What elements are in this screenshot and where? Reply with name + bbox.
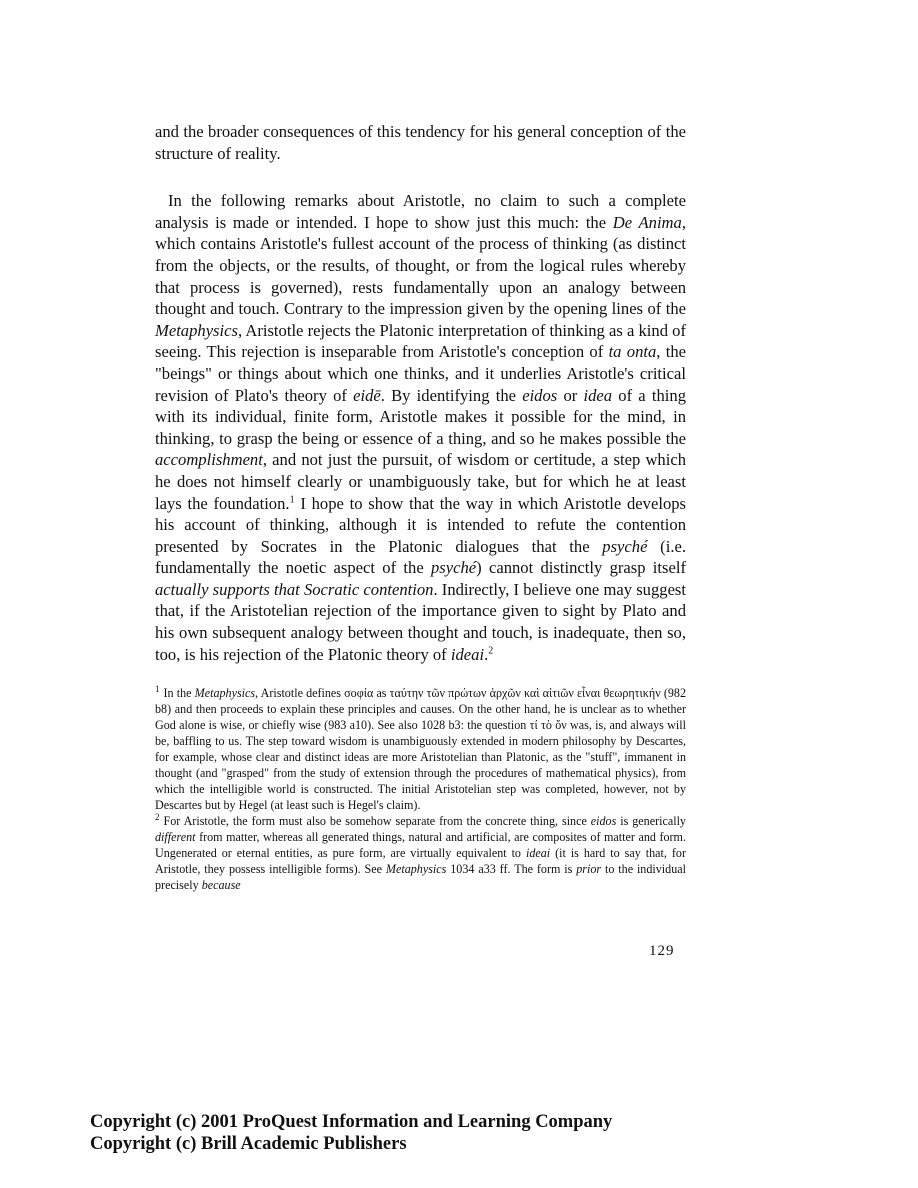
italic-term: prior	[576, 862, 602, 877]
italic-term: Metaphysics	[385, 862, 447, 877]
footnote-1: $^1$ In the Metaphysics, Aristotle defines σοφία as ταύτην τῶν πρώτων ἀρχῶν καὶ αἰτιῶν εἶναι θεωρητικήν (982 b8) and then proceeds to explain these principles and causes. On the other hand, he is unclear as to whether God alone is wise, or chiefly wise (983 a10). See also 1028 b3: the question τί τὸ ὄν was, is, and always will be, baffling to us. The step toward wisdom is unambiguously extended in modern philosophy by Descartes, for example, whose clear and distinct ideas are more Aristotelian than Platonic, as the "stuff", immanent in thought (and "grasped" from the study of extension through the procedures of mathematical physics), from which the intelligible world is constructed. The initial Aristotelian step was completed, however, not by Descartes but by Hegel (at least such is Hegel's claim).	[155, 684, 686, 813]
italic-term: accomplishment	[155, 450, 263, 470]
paragraph-continuation: and the broader consequences of this tendency for his general conception of the structure of reality.	[155, 122, 686, 163]
italic-term: Metaphysics	[194, 686, 256, 701]
copyright-line-2: Copyright (c) Brill Academic Publishers	[90, 1134, 407, 1154]
italic-term: eidē	[353, 385, 381, 405]
italic-term: ideai	[450, 644, 485, 664]
italic-term: eidos	[590, 814, 617, 829]
footnote-mark: 2	[155, 812, 160, 823]
footnotes	[155, 685, 686, 893]
page-body	[155, 121, 686, 893]
footnote-ref-2[interactable]: 2	[488, 645, 494, 657]
italic-term: De Anima	[612, 212, 682, 232]
copyright-line-1: Copyright (c) 2001 ProQuest Information and Learning Company	[90, 1112, 613, 1132]
paragraph-gap	[155, 164, 686, 190]
paragraph-main: In the following remarks about Aristotle, no claim to such a complete analysis is made or intended. I hope to show just this much: the De Anima, which contains Aristotle's fullest account of the process of thinking (as distinct from the objects, or the results, of thought, or from the logical rules whereby that process is governed), rests fundamentally upon an analogy between thought and touch. Contrary to the impression given by the opening lines of the Metaphysics, Aristotle rejects the Platonic interpretation of thinking as a kind of seeing. This rejection is inseparable from Aristotle's conception of ta onta, the "beings" or things about which one thinks, and it underlies Aristotle's critical revision of Plato's theory of eidē. By identifying the eidos or idea of a thing with its individual, finite form, Aristotle makes it possible for the mind, in thinking, to grasp the being or essence of a thing, and so he makes possible the accomplishment, and not just the pursuit, of wisdom or certitude, a step which he does not himself clearly or unambiguously take, but for which he at least lays the foundation.$^1$ I hope to show that the way in which Aristotle develops his account of thinking, although it is intended to refute the contention presented by Socrates in the Platonic dialogues that the psyché (i.e. fundamentally the noetic aspect of the psyché) cannot distinctly grasp itself actually supports that Socratic contention. Indirectly, I believe one may suggest that, if the Aristotelian rejection of the importance given to sight by Plato and his own subsequent analogy between thought and touch, is inadequate, then so, too, is his rejection of the Platonic theory of ideai.$^2$	[155, 191, 687, 664]
italic-term: ta onta	[608, 342, 657, 362]
footnote-2: $^2$ For Aristotle, the form must also be somehow separate from the concrete thing, since eidos is generically different from matter, whereas all generated things, natural and artificial, are composites of matter and form. Ungenerated or eternal entities, as pure form, are virtually equivalent to ideai (it is hard to say that, for Aristotle, they possess intelligible forms). See Metaphysics 1034 a33 ff. The form is prior to the individual precisely because	[155, 812, 686, 893]
italic-term: because	[201, 878, 241, 893]
italic-term: psyché	[602, 536, 648, 556]
italic-phrase: actually supports that Socratic contention	[155, 579, 434, 599]
footnote-mark: 1	[155, 684, 160, 695]
italic-term: different	[155, 830, 196, 845]
italic-term: eidos	[522, 385, 558, 405]
page-number: 129	[649, 943, 675, 959]
footnote-ref-1[interactable]: 1	[289, 493, 295, 505]
italic-term: psyché	[431, 558, 477, 578]
italic-term: ideai	[525, 846, 551, 861]
italic-term: Metaphysics	[155, 320, 238, 340]
italic-term: idea	[583, 385, 613, 405]
